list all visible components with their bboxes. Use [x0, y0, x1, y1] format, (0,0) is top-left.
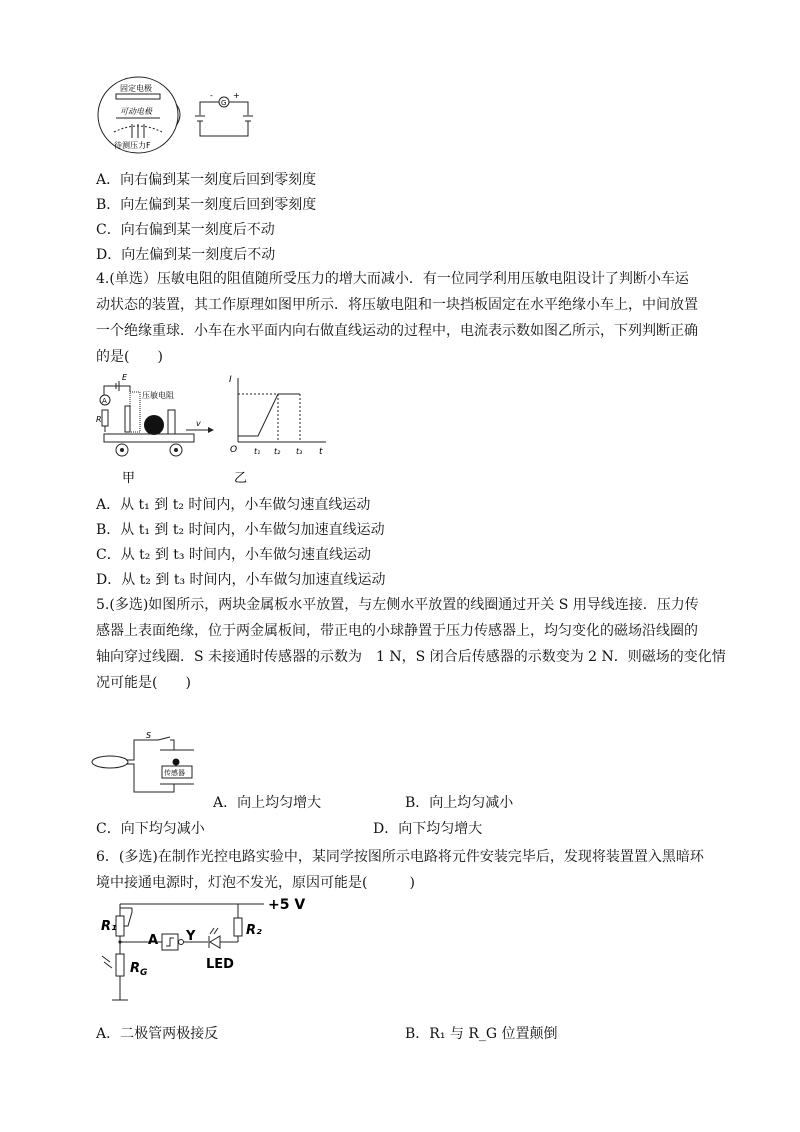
tick-t3: t₃ — [296, 447, 303, 456]
label-gate-output-y: Y — [186, 929, 196, 944]
q3-option-b: B．向左偏到某一刻度后回到零刻度 — [96, 197, 317, 213]
caption-yi: 乙 — [234, 471, 248, 486]
label-origin: O — [230, 445, 238, 455]
figure-jia-cart — [96, 370, 216, 490]
label-t: t — [319, 447, 323, 457]
label-supply: +5 V — [268, 897, 306, 913]
figure-yi-current-graph — [226, 370, 336, 490]
q4-stem-line4: 的是( ) — [96, 349, 163, 365]
label-i: I — [229, 375, 232, 385]
label-minus: - — [210, 91, 213, 100]
label-switch-s: S — [146, 731, 152, 740]
ammeter-a: A — [102, 397, 107, 405]
q6-option-b: B．R₁ 与 R_G 位置颠倒 — [405, 1026, 558, 1042]
label-plus: + — [233, 91, 240, 100]
galvanometer-g: G — [221, 99, 227, 107]
label-sensor: 传感器 — [164, 769, 185, 777]
label-force: 待测压力F — [114, 141, 151, 150]
q6-option-a: A．二极管两极接反 — [96, 1026, 219, 1042]
tick-t2: t₂ — [274, 447, 281, 456]
q4-option-d: D．从 t₂ 到 t₃ 时间内，小车做匀加速直线运动 — [96, 572, 386, 588]
figure-coil-plates — [90, 728, 240, 800]
label-movable-electrode: 可动电极 — [120, 107, 152, 116]
label-e: E — [122, 373, 128, 382]
label-r1: R₁ — [101, 919, 117, 934]
q4-stem-line2: 动状态的装置，其工作原理如图甲所示．将压敏电阻和一块挡板固定在水平绝缘小车上，中间放置 — [96, 297, 698, 313]
q5-stem-line4: 况可能是( ) — [96, 675, 191, 691]
label-led: LED — [206, 957, 234, 972]
label-rg: $R_G$ — [130, 961, 148, 978]
q6-stem-line2: 境中接通电源时，灯泡不发光，原因可能是( ) — [96, 875, 415, 891]
q3-option-d: D．向左偏到某一刻度后不动 — [96, 247, 276, 263]
figure-light-control-circuit — [96, 892, 316, 1010]
label-gate-input-a: A — [148, 933, 159, 948]
q5-option-d: D．向下均匀增大 — [373, 821, 483, 837]
label-pressure-resistor: 压敏电阻 — [142, 391, 174, 400]
q3-option-a: A．向右偏到某一刻度后回到零刻度 — [96, 172, 317, 188]
label-r2: R₂ — [246, 923, 262, 938]
q4-stem-line3: 一个绝缘重球．小车在水平面内向右做直线运动的过程中，电流表示数如图乙所示，下列判断正确 — [96, 323, 698, 339]
q4-option-a: A．从 t₁ 到 t₂ 时间内，小车做匀速直线运动 — [96, 497, 371, 513]
q4-option-c: C．从 t₂ 到 t₃ 时间内，小车做匀速直线运动 — [96, 547, 371, 563]
caption-jia: 甲 — [122, 471, 136, 486]
q5-stem-line3: 轴向穿过线圈．S 未接通时传感器的示数为 1 N，S 闭合后传感器的示数变为 2 N．则磁场的变化情 — [96, 649, 726, 665]
q5-option-b: B．向上均匀减小 — [405, 795, 514, 811]
q5-stem-line1: 5.(多选)如图所示，两块金属板水平放置，与左侧水平放置的线圈通过开关 S 用导线连接．压力传 — [96, 597, 699, 613]
figure-pressure-capacitor — [96, 74, 266, 158]
q5-option-a: A．向上均匀增大 — [213, 795, 322, 811]
q5-stem-line2: 感器上表面绝缘，位于两金属板间，带正电的小球静置于压力传感器上，均匀变化的磁场沿线圈的 — [96, 623, 698, 639]
tick-t1: t₁ — [254, 447, 261, 456]
label-v: v — [196, 419, 201, 428]
label-r: R — [96, 415, 102, 424]
q4-stem-line1: 4.(单选）压敏电阻的阻值随所受压力的增大而减小．有一位同学利用压敏电阻设计了判断小车运 — [96, 271, 689, 287]
label-fixed-electrode: 固定电极 — [120, 84, 152, 93]
q6-stem-line1: 6．(多选)在制作光控电路实验中，某同学按图所示电路将元件安装完毕后，发现将装置置入黑暗环 — [96, 849, 704, 865]
q3-option-c: C．向右偏到某一刻度后不动 — [96, 222, 275, 238]
q5-option-c: C．向下均匀减小 — [96, 821, 205, 837]
q4-option-b: B．从 t₁ 到 t₂ 时间内，小车做匀加速直线运动 — [96, 522, 385, 538]
